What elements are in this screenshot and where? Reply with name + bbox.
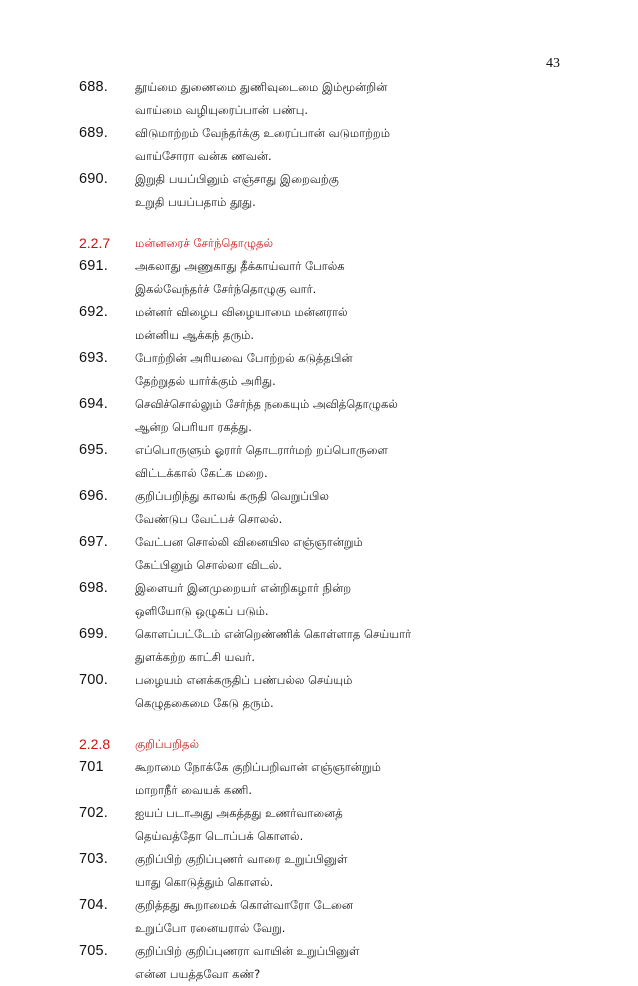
verse-lines bbox=[135, 255, 345, 301]
verse-lines bbox=[135, 756, 381, 802]
verse-line: வாய்மை வழியுரைப்பான் பண்பு. bbox=[135, 103, 309, 117]
verse-line: அகலாது அணுகாது தீக்காய்வார் போல்க bbox=[135, 259, 345, 273]
verse-number: 699. bbox=[79, 626, 109, 642]
verse-line: குறிப்பறிந்து காலங் கருதி வெறுப்பில bbox=[135, 489, 329, 503]
verse-item bbox=[79, 347, 638, 393]
verse-lines bbox=[135, 76, 387, 122]
verse-lines bbox=[135, 894, 353, 940]
verse-lines bbox=[135, 848, 347, 894]
verse-lines bbox=[135, 347, 353, 393]
section-title: மன்னரைச் சேர்ந்தொழுதல் bbox=[135, 236, 274, 250]
verse-line: உறுப்போ ரனையரால் வேறு. bbox=[135, 921, 286, 935]
verse-line: எப்பொருளும் ஓரார் தொடரார்மற் றப்பொருளை bbox=[135, 443, 388, 457]
verse-line: ஐயப் படாஅது அகத்தது உணர்வானைத் bbox=[135, 806, 343, 820]
verse-line: ஆன்ற பெரியா ரகத்து. bbox=[135, 420, 252, 434]
verse-lines bbox=[135, 802, 343, 848]
verse-number: 688. bbox=[79, 79, 109, 95]
verse-lines bbox=[135, 577, 351, 623]
verse-line: குறிப்பிற் குறிப்புணரா வாயின் உறுப்பினுள் bbox=[135, 944, 360, 958]
verse-number: 692. bbox=[79, 304, 109, 320]
verse-lines bbox=[135, 531, 363, 577]
verse-item bbox=[79, 485, 638, 531]
verse-number: 697. bbox=[79, 534, 109, 550]
section-heading bbox=[79, 733, 638, 756]
verse-line: பழையம் எனக்கருதிப் பண்பல்ல செய்யும் bbox=[135, 673, 353, 687]
verse-line: கேட்பினும் சொல்லா விடல். bbox=[135, 558, 282, 572]
verse-line: செவிச்சொல்லும் சேர்ந்த நகையும் அவித்தொழுகல் bbox=[135, 397, 398, 411]
verse-line: மாறாநீர் வையக் கணி. bbox=[135, 783, 253, 797]
verse-line: கூறாமை நோக்கே குறிப்பறிவான் எஞ்ஞான்றும் bbox=[135, 760, 381, 774]
verse-number: 690. bbox=[79, 171, 109, 187]
verse-item bbox=[79, 393, 638, 439]
verse-line: விடுமாற்றம் வேந்தர்க்கு உரைப்பான் வடுமாற்றம் bbox=[135, 126, 391, 140]
verse-item bbox=[79, 531, 638, 577]
verse-content bbox=[0, 76, 638, 986]
verse-item bbox=[79, 168, 638, 214]
verse-line: என்ன பயத்தவோ கண்? bbox=[135, 967, 261, 981]
verse-lines bbox=[135, 485, 329, 531]
verse-line: வேட்பன சொல்லி வினையில எஞ்ஞான்றும் bbox=[135, 535, 363, 549]
verse-item bbox=[79, 255, 638, 301]
verse-number: 693. bbox=[79, 350, 109, 366]
page-number: 43 bbox=[546, 56, 560, 71]
verse-item bbox=[79, 301, 638, 347]
verse-lines bbox=[135, 393, 398, 439]
verse-number: 701 bbox=[79, 759, 104, 775]
verse-line: வேண்டுப வேட்பச் சொலல். bbox=[135, 512, 283, 526]
verse-item bbox=[79, 756, 638, 802]
section-number: 2.2.7 bbox=[79, 235, 111, 251]
verse-lines bbox=[135, 168, 339, 214]
section-heading bbox=[79, 232, 638, 255]
verse-number: 689. bbox=[79, 125, 109, 141]
verse-lines bbox=[135, 301, 348, 347]
verse-item bbox=[79, 76, 638, 122]
verse-item bbox=[79, 439, 638, 485]
verse-number: 694. bbox=[79, 396, 109, 412]
verse-item bbox=[79, 122, 638, 168]
verse-number: 703. bbox=[79, 851, 109, 867]
verse-line: தேற்றுதல் யார்க்கும் அரிது. bbox=[135, 374, 276, 388]
verse-number: 704. bbox=[79, 897, 109, 913]
verse-line: ஒளியோடு ஒழுகப் படும். bbox=[135, 604, 269, 618]
verse-lines bbox=[135, 669, 352, 715]
verse-line: இளையர் இனமுறையர் என்றிகழார் நின்ற bbox=[135, 581, 352, 595]
verse-number: 696. bbox=[79, 488, 109, 504]
verse-number: 702. bbox=[79, 805, 109, 821]
verse-line: இறுதி பயப்பினும் எஞ்சாது இறைவற்கு bbox=[135, 172, 339, 186]
verse-line: மன்னிய ஆக்கந் தரும். bbox=[135, 328, 255, 342]
verse-line: இகல்வேந்தர்ச் சேர்ந்தொழுகு வார். bbox=[135, 282, 317, 296]
verse-number: 700. bbox=[79, 672, 109, 688]
verse-item bbox=[79, 577, 638, 623]
verse-lines bbox=[135, 623, 411, 669]
verse-number: 691. bbox=[79, 258, 109, 274]
verse-line: கெழுதகைமை கேடு தரும். bbox=[135, 696, 274, 710]
verse-item bbox=[79, 802, 638, 848]
verse-number: 705. bbox=[79, 943, 109, 959]
verse-item bbox=[79, 848, 638, 894]
section-number: 2.2.8 bbox=[79, 736, 111, 752]
verse-lines bbox=[135, 940, 359, 986]
verse-line: கொளப்பட்டேம் என்றெண்ணிக் கொள்ளாத செய்யார் bbox=[135, 627, 412, 641]
verse-item bbox=[79, 940, 638, 986]
verse-line: குறித்தது கூறாமைக் கொள்வாரோ டேனை bbox=[135, 898, 354, 912]
verse-line: தூய்மை துணைமை துணிவுடைமை இம்மூன்றின் bbox=[135, 80, 388, 94]
verse-line: உறுதி பயப்பதாம் தூது. bbox=[135, 195, 256, 209]
verse-item bbox=[79, 669, 638, 715]
verse-item bbox=[79, 623, 638, 669]
verse-line: போற்றின் அரியவை போற்றல் கடுத்தபின் bbox=[135, 351, 353, 365]
verse-line: தெய்வத்தோ டொப்பக் கொளல். bbox=[135, 829, 304, 843]
verse-line: குறிப்பிற் குறிப்புணர் வாரை உறுப்பினுள் bbox=[135, 852, 348, 866]
verse-line: விட்டக்கால் கேட்க மறை. bbox=[135, 466, 268, 480]
section-title: குறிப்பறிதல் bbox=[135, 737, 200, 751]
verse-number: 698. bbox=[79, 580, 109, 596]
verse-item bbox=[79, 894, 638, 940]
verse-number: 695. bbox=[79, 442, 109, 458]
verse-line: வாய்சோரா வன்க ணவன். bbox=[135, 149, 272, 163]
verse-lines bbox=[135, 439, 388, 485]
verse-line: துளக்கற்ற காட்சி யவர். bbox=[135, 650, 256, 664]
verse-lines bbox=[135, 122, 390, 168]
verse-line: மன்னர் விழைப விழையாமை மன்னரால் bbox=[135, 305, 348, 319]
verse-line: யாது கொடுத்தும் கொளல். bbox=[135, 875, 274, 889]
